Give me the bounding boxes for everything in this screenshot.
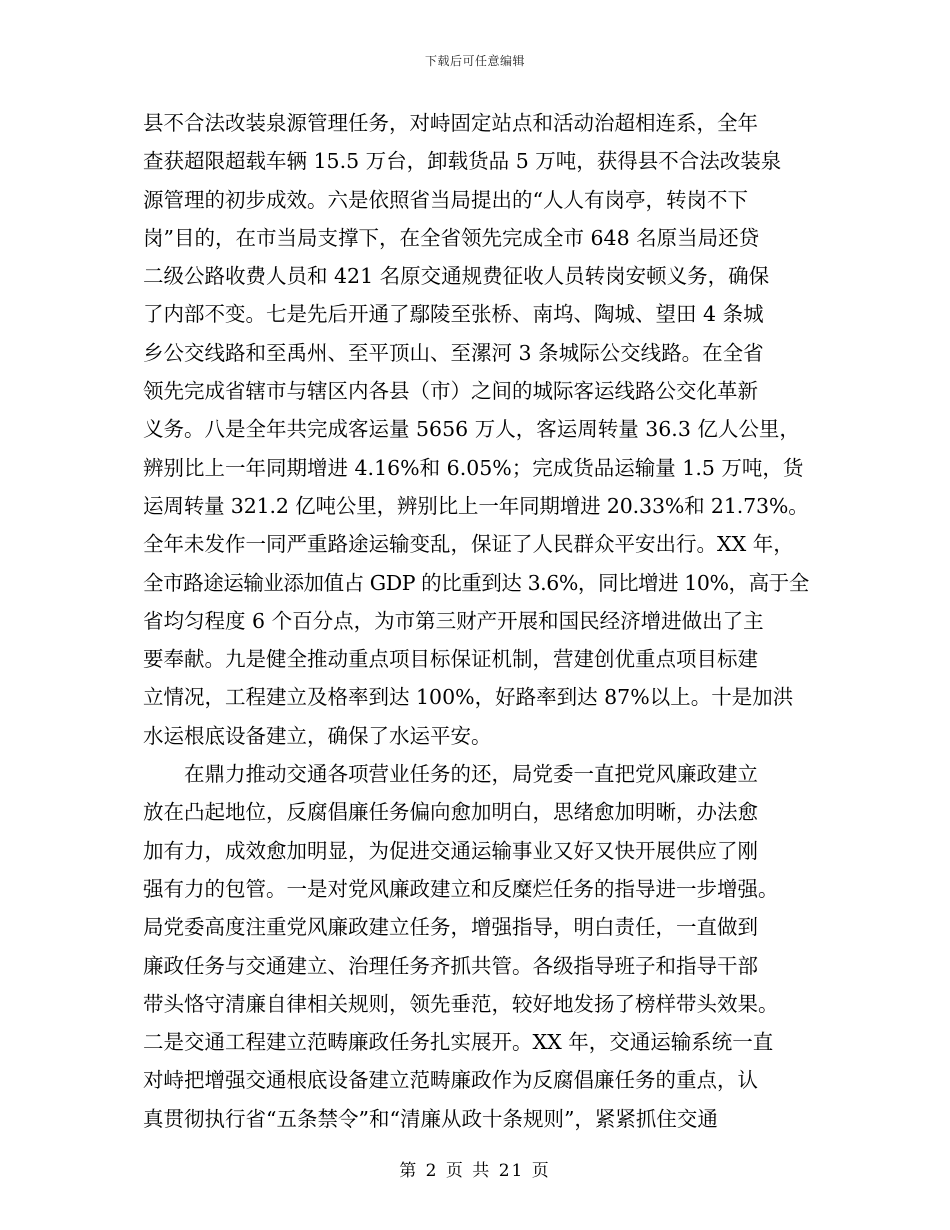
page-footer: 第 2 页 共 21 页 xyxy=(399,1161,551,1181)
text-line: 查获超限超载车辆 15.5 万台，卸载货品 5 万吨，获得县不合法改装泉 xyxy=(143,149,782,174)
text-line: 带头恪守清廉自律相关规则，领先垂范，较好地发扬了榜样带头效果。 xyxy=(143,991,779,1016)
text-line: 廉政任务与交通建立、治理任务齐抓共管。各级指导班子和指导干部 xyxy=(143,953,758,978)
text-line: 省均匀程度 6 个百分点，为市第三财产开展和国民经济增进做出了主 xyxy=(143,608,764,633)
text-line: 源管理的初步成效。六是依照省当局提出的“人人有岗亭，转岗不下 xyxy=(143,187,748,212)
text-line: 对峙把增强交通根底设备建立范畴廉政作为反腐倡廉任务的重点，认 xyxy=(143,1068,758,1093)
text-line: 二级公路收费人员和 421 名原交通规费征收人员转岗安顿义务，确保 xyxy=(143,264,770,289)
page-header: 下载后可任意编辑 xyxy=(424,54,525,68)
text-line: 全年未发作一同严重路途运输变乱，保证了人民群众平安出行。XX 年， xyxy=(143,532,794,557)
text-line: 水运根底设备建立，确保了水运平安。 xyxy=(143,723,492,748)
text-line: 放在凸起地位，反腐倡廉任务偏向愈加明白，思绪愈加明晰，办法愈 xyxy=(143,800,758,825)
text-line: 强有力的包管。一是对党风廉政建立和反糜烂任务的指导进一步增强。 xyxy=(143,876,779,901)
text-line: 运周转量 321.2 亿吨公里，辨别比上一年同期增进 20.33%和 21.73%。 xyxy=(143,493,809,518)
text-line: 加有力，成效愈加明显，为促进交通运输事业又好又快开展供应了刚 xyxy=(143,838,758,863)
text-line: 全市路途运输业添加值占 GDP 的比重到达 3.6%，同比增进 10%，高于全 xyxy=(143,570,809,595)
text-line: 立情况，工程建立及格率到达 100%，好路率到达 87%以上。十是加洪 xyxy=(143,685,794,710)
body-text xyxy=(143,104,809,1138)
text-line: 在鼎力推动交通各项营业任务的还，局党委一直把党风廉政建立 xyxy=(143,762,758,787)
text-line: 了内部不变。七是先后开通了鄢陵至张桥、南坞、陶城、望田 4 条城 xyxy=(143,302,764,327)
text-line: 二是交通工程建立范畴廉政任务扎实展开。XX 年，交通运输系统一直 xyxy=(143,1030,774,1055)
text-line: 岗”目的，在市当局支撑下，在全省领先完成全市 648 名原当局还贷 xyxy=(143,225,760,250)
text-line: 县不合法改装泉源管理任务，对峙固定站点和活动治超相连系，全年 xyxy=(143,111,758,135)
text-line: 领先完成省辖市与辖区内各县（市）之间的城际客运线路公交化革新 xyxy=(143,379,758,404)
text-line: 真贯彻执行省“五条禁令”和“清廉从政十条规则”，紧紧抓住交通 xyxy=(143,1106,718,1131)
text-line: 乡公交线路和至禹州、至平顶山、至漯河 3 条城际公交线路。在全省 xyxy=(143,340,764,365)
text-line: 辨别比上一年同期增进 4.16%和 6.05%；完成货品运输量 1.5 万吨，货 xyxy=(143,455,804,480)
text-line: 局党委高度注重党风廉政建立任务，增强指导，明白责任，一直做到 xyxy=(143,915,758,940)
text-line: 要奉献。九是健全推动重点项目标保证机制，营建创优重点项目标建 xyxy=(143,647,758,672)
text-line: 义务。八是全年共完成客运量 5656 万人，客运周转量 36.3 亿人公里， xyxy=(143,417,800,442)
